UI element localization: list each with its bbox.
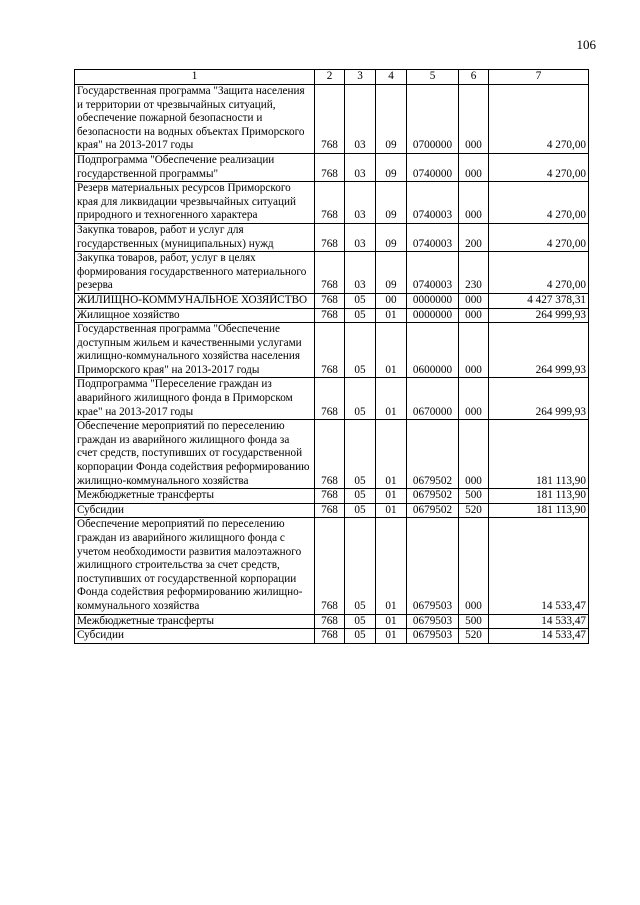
row-name: Межбюджетные трансферты (75, 614, 315, 629)
row-ved: 768 (315, 182, 345, 224)
row-vr: 230 (459, 252, 489, 294)
row-sum: 181 113,90 (489, 503, 589, 518)
table-body (75, 85, 589, 644)
row-name: Обеспечение мероприятий по переселению граждан из аварийного жилищного фонда с учетом необходимости развития малоэтажного жилищного строительства за счет средств, поступивших от государственной корпорации Фонда содействия реформированию жилищно-коммунального хозяйства (75, 518, 315, 614)
row-name: Подпрограмма "Переселение граждан из аварийного жилищного фонда в Приморском крае" на 2013-2017 годы (75, 378, 315, 420)
row-name: Закупка товаров, работ и услуг для государственных (муниципальных) нужд (75, 223, 315, 251)
table-row (75, 518, 589, 614)
row-csr: 0679502 (407, 489, 459, 504)
row-sum: 264 999,93 (489, 323, 589, 378)
row-pr: 01 (376, 489, 407, 504)
row-csr: 0740003 (407, 252, 459, 294)
row-name: Подпрограмма "Обеспечение реализации государственной программы" (75, 153, 315, 181)
table-row (75, 378, 589, 420)
row-ved: 768 (315, 308, 345, 323)
row-sum: 181 113,90 (489, 420, 589, 489)
row-vr: 000 (459, 378, 489, 420)
row-vr: 000 (459, 85, 489, 154)
row-rz: 05 (345, 378, 376, 420)
row-sum: 4 270,00 (489, 252, 589, 294)
row-rz: 05 (345, 308, 376, 323)
table-row (75, 629, 589, 644)
row-pr: 01 (376, 614, 407, 629)
row-vr: 200 (459, 223, 489, 251)
row-ved: 768 (315, 85, 345, 154)
column-header: 1 (75, 70, 315, 85)
row-ved: 768 (315, 323, 345, 378)
row-csr: 0679502 (407, 420, 459, 489)
row-vr: 500 (459, 614, 489, 629)
table-row (75, 308, 589, 323)
row-pr: 09 (376, 252, 407, 294)
row-vr: 000 (459, 323, 489, 378)
row-ved: 768 (315, 378, 345, 420)
table-row (75, 420, 589, 489)
column-header: 3 (345, 70, 376, 85)
row-rz: 03 (345, 182, 376, 224)
row-rz: 05 (345, 518, 376, 614)
row-name: Межбюджетные трансферты (75, 489, 315, 504)
row-name: Субсидии (75, 629, 315, 644)
column-header: 5 (407, 70, 459, 85)
row-pr: 01 (376, 323, 407, 378)
row-sum: 14 533,47 (489, 629, 589, 644)
row-sum: 4 270,00 (489, 223, 589, 251)
row-name: Государственная программа "Защита населения и территории от чрезвычайных ситуаций, обеспечение пожарной безопасности и безопасности на водных объектах Приморского края" на 2013-2017 годы (75, 85, 315, 154)
row-csr: 0700000 (407, 85, 459, 154)
row-rz: 05 (345, 420, 376, 489)
row-vr: 000 (459, 420, 489, 489)
row-vr: 000 (459, 308, 489, 323)
row-pr: 09 (376, 223, 407, 251)
table-row (75, 614, 589, 629)
row-csr: 0670000 (407, 378, 459, 420)
row-name: Резерв материальных ресурсов Приморского края для ликвидации чрезвычайных ситуаций природного и техногенного характера (75, 182, 315, 224)
row-sum: 181 113,90 (489, 489, 589, 504)
row-ved: 768 (315, 503, 345, 518)
table-row (75, 323, 589, 378)
row-rz: 03 (345, 85, 376, 154)
row-ved: 768 (315, 153, 345, 181)
row-csr: 0740003 (407, 182, 459, 224)
row-pr: 09 (376, 153, 407, 181)
table-header-row (75, 70, 589, 85)
row-vr: 500 (459, 489, 489, 504)
row-pr: 01 (376, 378, 407, 420)
row-csr: 0740000 (407, 153, 459, 181)
row-ved: 768 (315, 252, 345, 294)
row-csr: 0679503 (407, 629, 459, 644)
row-name: Субсидии (75, 503, 315, 518)
table-row (75, 182, 589, 224)
row-rz: 05 (345, 293, 376, 308)
table-row (75, 489, 589, 504)
row-pr: 09 (376, 85, 407, 154)
row-ved: 768 (315, 518, 345, 614)
budget-table (74, 69, 589, 644)
row-rz: 05 (345, 629, 376, 644)
row-name: Жилищное хозяйство (75, 308, 315, 323)
page-number: 106 (576, 37, 596, 52)
row-vr: 000 (459, 182, 489, 224)
row-sum: 4 427 378,31 (489, 293, 589, 308)
row-sum: 4 270,00 (489, 153, 589, 181)
table-row (75, 503, 589, 518)
row-sum: 4 270,00 (489, 85, 589, 154)
row-rz: 03 (345, 153, 376, 181)
row-csr: 0679502 (407, 503, 459, 518)
row-name: Обеспечение мероприятий по переселению граждан из аварийного жилищного фонда за счет средств, поступивших от государственной корпорации Фонда содействия реформированию жилищно-коммунального хозяйства (75, 420, 315, 489)
row-csr: 0600000 (407, 323, 459, 378)
row-pr: 00 (376, 293, 407, 308)
row-pr: 01 (376, 503, 407, 518)
row-vr: 520 (459, 629, 489, 644)
row-vr: 000 (459, 293, 489, 308)
row-vr: 000 (459, 518, 489, 614)
row-rz: 03 (345, 252, 376, 294)
row-ved: 768 (315, 614, 345, 629)
table-row (75, 85, 589, 154)
row-name: Закупка товаров, работ, услуг в целях формирования государственного материального резерва (75, 252, 315, 294)
row-rz: 05 (345, 503, 376, 518)
column-header: 2 (315, 70, 345, 85)
row-sum: 264 999,93 (489, 378, 589, 420)
row-ved: 768 (315, 489, 345, 504)
column-header: 6 (459, 70, 489, 85)
row-sum: 264 999,93 (489, 308, 589, 323)
row-sum: 14 533,47 (489, 614, 589, 629)
row-csr: 0740003 (407, 223, 459, 251)
row-rz: 05 (345, 614, 376, 629)
table-row (75, 252, 589, 294)
row-vr: 000 (459, 153, 489, 181)
row-rz: 05 (345, 323, 376, 378)
table-row (75, 293, 589, 308)
row-ved: 768 (315, 420, 345, 489)
row-rz: 05 (345, 489, 376, 504)
row-ved: 768 (315, 629, 345, 644)
row-name: Государственная программа "Обеспечение доступным жильем и качественными услугами жилищно-коммунального хозяйства населения Приморского края" на 2013-2017 годы (75, 323, 315, 378)
row-ved: 768 (315, 293, 345, 308)
row-pr: 01 (376, 518, 407, 614)
row-csr: 0679503 (407, 518, 459, 614)
table-row (75, 223, 589, 251)
row-ved: 768 (315, 223, 345, 251)
row-pr: 01 (376, 308, 407, 323)
row-pr: 01 (376, 629, 407, 644)
row-name: ЖИЛИЩНО-КОММУНАЛЬНОЕ ХОЗЯЙСТВО (75, 293, 315, 308)
row-pr: 01 (376, 420, 407, 489)
row-sum: 4 270,00 (489, 182, 589, 224)
row-sum: 14 533,47 (489, 518, 589, 614)
column-header: 7 (489, 70, 589, 85)
column-header: 4 (376, 70, 407, 85)
table-row (75, 153, 589, 181)
row-csr: 0000000 (407, 308, 459, 323)
row-csr: 0679503 (407, 614, 459, 629)
row-pr: 09 (376, 182, 407, 224)
row-vr: 520 (459, 503, 489, 518)
row-rz: 03 (345, 223, 376, 251)
row-csr: 0000000 (407, 293, 459, 308)
